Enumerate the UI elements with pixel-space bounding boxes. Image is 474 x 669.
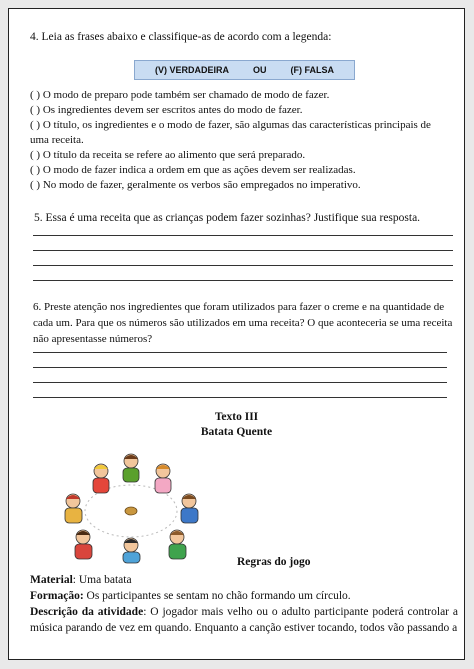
statement-4[interactable]: ( ) O título da receita se refere ao alimento que será preparado.	[30, 149, 306, 161]
question-4-prompt: 4. Leia as frases abaixo e classifique-as de acordo com a legenda:	[30, 31, 332, 43]
formacao-label: Formação:	[30, 590, 84, 602]
text-title: Batata Quente	[200, 426, 273, 438]
question-5-prompt: 5. Essa é uma receita que as crianças podem fazer sozinhas? Justifique sua resposta.	[34, 212, 421, 224]
statement-3[interactable]: ( ) O título, os ingredientes e o modo de fazer, são algumas das características principais de uma receita.	[30, 119, 431, 146]
legend-or: OU	[252, 65, 267, 75]
answer-line[interactable]	[33, 280, 453, 281]
statement-6[interactable]: ( ) No modo de fazer, geralmente os verbos são empregados no imperativo.	[30, 179, 361, 191]
question-6-prompt: 6. Preste atenção nos ingredientes que foram utilizados para fazer o creme e na quantidade de cada um. Para que os números são utilizados em uma receita? O que aconteceria se uma receita não apresentasse números?	[33, 301, 453, 345]
children-circle-illustration	[51, 449, 211, 564]
rules-heading: Regras do jogo	[237, 556, 311, 568]
answer-line[interactable]	[33, 352, 447, 353]
legend-false: (F) FALSA	[290, 65, 334, 75]
legend-true: (V) VERDADEIRA	[154, 65, 229, 75]
formacao-line	[30, 588, 458, 604]
answer-line[interactable]	[33, 382, 447, 383]
descricao-label: Descrição da atividade	[30, 606, 144, 618]
text-label: Texto III	[214, 411, 259, 423]
material-line	[30, 572, 458, 588]
descricao-line	[30, 604, 458, 636]
legend-box	[134, 60, 355, 80]
answer-line[interactable]	[33, 250, 453, 251]
answer-line[interactable]	[33, 265, 453, 266]
answer-line[interactable]	[33, 397, 447, 398]
statement-1[interactable]: ( ) O modo de preparo pode também ser chamado de modo de fazer.	[30, 89, 330, 101]
worksheet-page	[8, 8, 465, 660]
statement-2[interactable]: ( ) Os ingredientes devem ser escritos antes do modo de fazer.	[30, 104, 303, 116]
answer-line[interactable]	[33, 235, 453, 236]
material-label: Material	[30, 574, 73, 586]
rules-body	[30, 572, 458, 636]
statement-list	[30, 88, 450, 193]
descricao-text: : O jogador mais velho ou o adulto participante poderá controlar a música parando de vez em quando. Enquanto a canção estiver tocando, todos vão passando a	[30, 606, 459, 634]
material-text: : Uma batata	[72, 574, 132, 586]
answer-line[interactable]	[33, 367, 447, 368]
formacao-text: Os participantes se sentam no chão formando um círculo.	[83, 590, 351, 602]
statement-5[interactable]: ( ) O modo de fazer indica a ordem em que as ações devem ser realizadas.	[30, 164, 356, 176]
